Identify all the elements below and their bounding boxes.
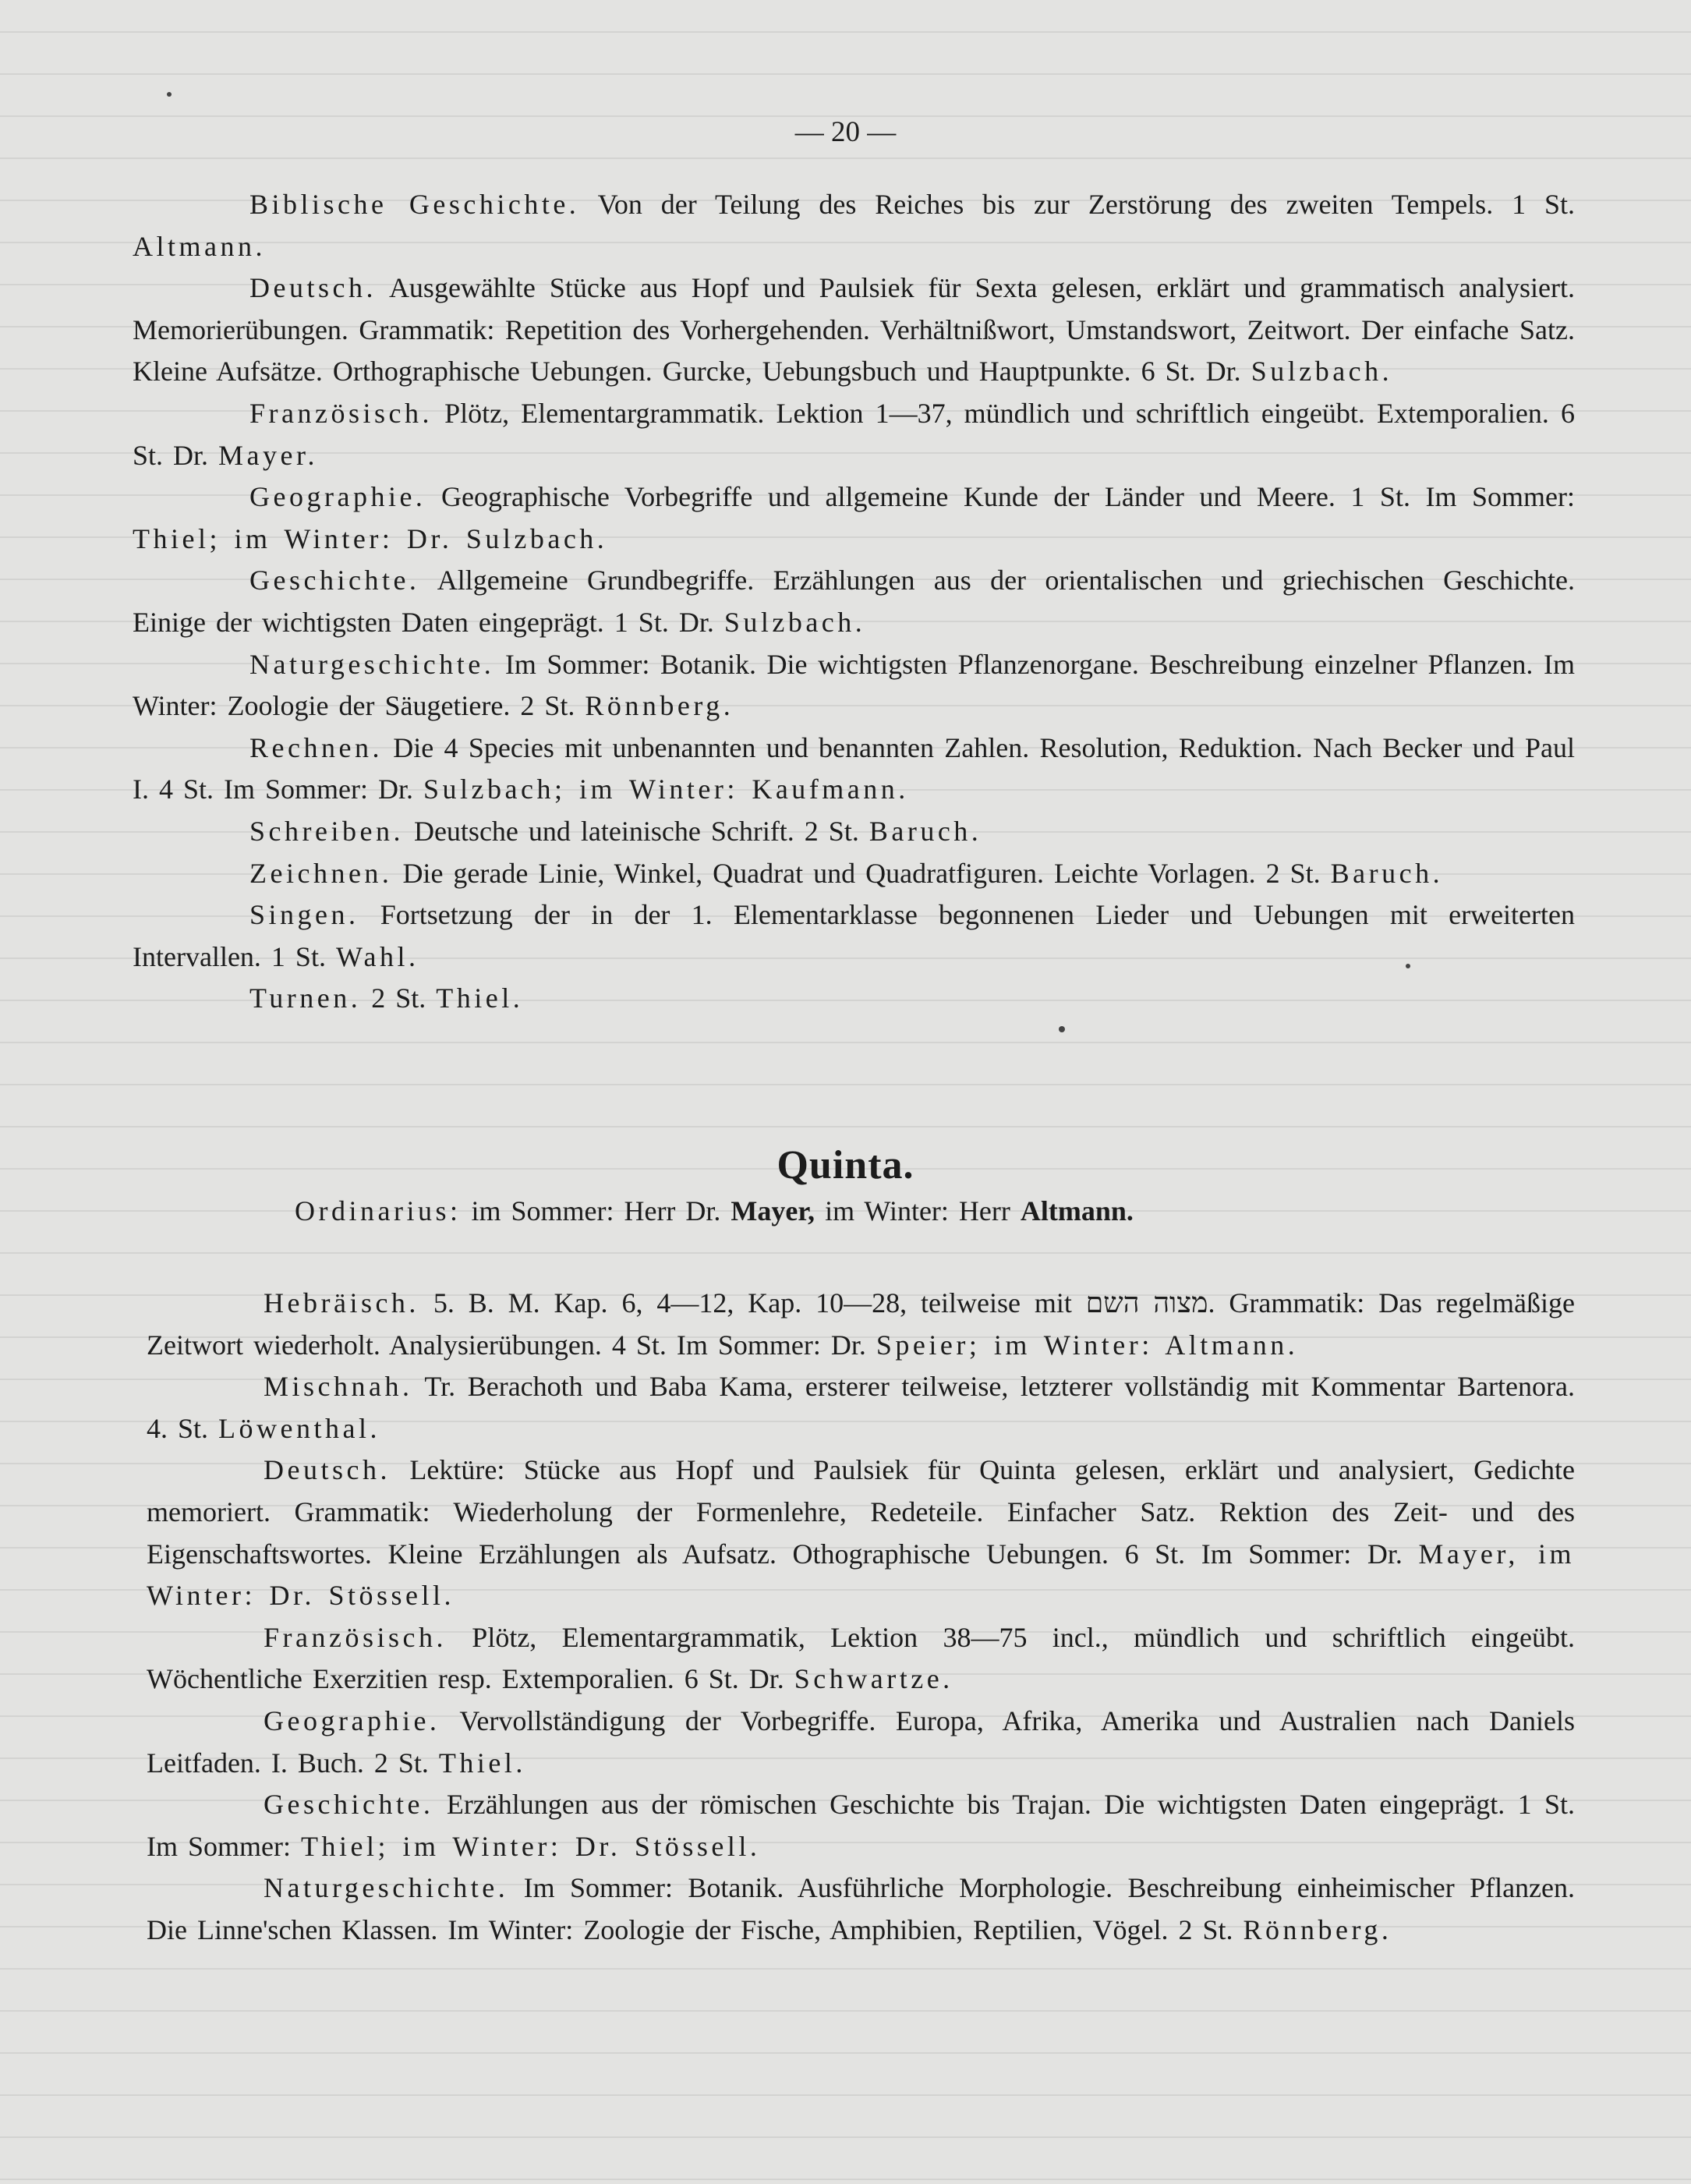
subject-heading: Schreiben. (249, 815, 404, 847)
teacher-name: Mayer. (218, 439, 318, 471)
paragraph-text: Geographische Vorbegriffe und allgemeine Kunde der Länder und Meere. 1 St. Im Sommer: (440, 481, 1576, 513)
paragraph-text: Tr. Berachoth und Baba Kama, ersterer teilweise, letzterer vollständig mit Kommentar Bartenora. 4. St. (147, 1371, 1575, 1444)
teacher-name: Wahl. (335, 940, 419, 972)
subject-heading: Deutsch. (249, 272, 377, 304)
ordinarius-mid: im Winter: Herr (815, 1195, 1021, 1227)
paragraph (147, 1366, 1575, 1450)
teacher-name: Baruch. (868, 815, 982, 847)
paragraph (133, 727, 1575, 811)
subject-heading: Zeichnen. (249, 857, 393, 889)
subject-heading: Biblische Geschichte. (249, 189, 580, 220)
subject-heading: Turnen. (249, 982, 362, 1014)
subject-heading: Geschichte. (264, 1789, 434, 1821)
teacher-name: Sulzbach. (1251, 356, 1393, 388)
teacher-name: Rönnberg. (1243, 1913, 1392, 1945)
teacher-name: Baruch. (1330, 857, 1444, 889)
paragraph-text: Ausgewählte Stücke aus Hopf und Paulsiek für Sexta gelesen, erklärt und grammatisch analysiert. Memorierübungen. Grammatik: Repetition des Vorhergehenden. Verhältnißwort, Umstandswort, Zeitwort. Der einfache Satz. Kleine Aufsätze. Orthographische Uebungen. Gurcke, Uebungsbuch und Hauptpunkte. 6 St. Dr. (133, 272, 1575, 388)
subject-heading: Hebräisch. (264, 1287, 419, 1319)
paragraph-text: Von der Teilung des Reiches bis zur Zerstörung des zweiten Tempels. 1 St. (597, 189, 1575, 220)
paragraph-text: Im Sommer: Botanik. Die wichtigsten Pflanzenorgane. Beschreibung einzelner Pflanzen. Im Winter: Zoologie der Säugetiere. 2 St. (133, 648, 1575, 722)
paragraph (133, 267, 1575, 393)
teacher-name: Schwartze. (794, 1663, 953, 1695)
subject-heading: Geschichte. (249, 565, 420, 596)
paragraph (133, 644, 1575, 727)
paragraph (133, 560, 1575, 643)
teacher-name: Sulzbach; im Winter: Kaufmann. (423, 773, 909, 805)
teacher-name: Rönnberg. (585, 690, 734, 722)
teacher-name: Altmann. (133, 230, 266, 262)
subject-heading: Französisch. (249, 397, 433, 429)
subject-heading: Mischnah. (264, 1371, 413, 1403)
subject-heading: Naturgeschichte. (264, 1872, 509, 1904)
subject-heading: Deutsch. (264, 1454, 391, 1486)
scan-speck (167, 92, 172, 97)
teacher-name: Thiel. (438, 1747, 526, 1779)
paragraph (133, 894, 1575, 978)
scan-speck (1406, 964, 1410, 968)
paragraph-text: Die gerade Linie, Winkel, Quadrat und Quadratfiguren. Leichte Vorlagen. 2 St. (402, 857, 1331, 889)
paragraph-text: Plötz, Elementargrammatik, Lektion 38—75 incl., mündlich und schriftlich eingeübt. Wöchentliche Exerzitien resp. Extemporalien. 6 St. Dr. (147, 1621, 1575, 1695)
paragraph (133, 476, 1575, 560)
quinta-curriculum (147, 1283, 1575, 1952)
paragraph-text: Im Sommer: Botanik. Ausführliche Morphologie. Beschreibung einheimischer Pflanzen. Die Linne'schen Klassen. Im Winter: Zoologie der Fische, Amphibien, Reptilien, Vögel. 2 St. (147, 1872, 1576, 1945)
paragraph-text: Lektüre: Stücke aus Hopf und Paulsiek für Quinta gelesen, erklärt und analysiert, Gedichte memoriert. Grammatik: Wiederholung der Formenlehre, Redeteile. Einfacher Satz. Rektion des Zeit- und des Eigenschaftswortes. Kleine Erzählungen als Aufsatz. Othographische Uebungen. 6 St. Im Sommer: Dr. (147, 1454, 1576, 1570)
ordinarius-label: Ordinarius: (295, 1195, 462, 1227)
subject-heading: Rechnen. (249, 731, 383, 763)
paragraph-text: Allgemeine Grundbegriffe. Erzählungen aus der orientalischen und griechischen Geschichte. Einige der wichtigsten Daten eingeprägt. 1 St. Dr. (133, 565, 1576, 638)
scan-speck (1059, 1026, 1065, 1032)
teacher-name: Mayer, im Winter: Dr. Stössell. (147, 1538, 1575, 1612)
paragraph (133, 853, 1575, 895)
paragraph (147, 1701, 1575, 1784)
subject-heading: Geographie. (264, 1704, 440, 1736)
paragraph (133, 184, 1575, 267)
ordinarius-text: im Sommer: Herr Dr. (461, 1195, 731, 1227)
teacher-name: Thiel; im Winter: Dr. Stössell. (300, 1830, 761, 1862)
paragraph-text: Vervollständigung der Vorbegriffe. Europa, Afrika, Amerika und Australien nach Daniels Leitfaden. I. Buch. 2 St. (147, 1704, 1575, 1779)
ordinarius-summer: Mayer, (731, 1195, 815, 1227)
paragraph-text: Plötz, Elementargrammatik. Lektion 1—37, mündlich und schriftlich eingeübt. Extemporalien. 6 St. Dr. (133, 397, 1575, 471)
teacher-name: Speier; im Winter: Altmann. (876, 1329, 1299, 1361)
subject-heading: Singen. (249, 899, 359, 931)
paragraph (147, 1283, 1575, 1366)
paragraph (133, 811, 1575, 853)
ordinarius-line (295, 1195, 1620, 1227)
section-title-quinta: Quinta. (777, 1143, 914, 1188)
subject-heading: Geographie. (249, 481, 426, 513)
paragraph-text: Fortsetzung der in der 1. Elementarklasse begonnenen Lieder und Uebungen mit erweiterten Intervallen. 1 St. (133, 899, 1576, 972)
sexta-curriculum (133, 184, 1575, 1020)
paragraph-text: 2 St. (371, 982, 437, 1014)
page-number: — 20 — (794, 116, 897, 148)
paragraph-text: Erzählungen aus der römischen Geschichte bis Trajan. Die wichtigsten Daten eingeprägt. 1 St. Im Sommer: (147, 1789, 1576, 1862)
teacher-name: Löwenthal. (218, 1412, 380, 1444)
paragraph (147, 1617, 1575, 1701)
paragraph (147, 1784, 1575, 1867)
teacher-name: Thiel; im Winter: Dr. Sulzbach. (133, 522, 608, 554)
subject-heading: Naturgeschichte. (249, 648, 495, 680)
paragraph (133, 978, 1575, 1020)
teacher-name: Thiel. (436, 982, 524, 1014)
subject-heading: Französisch. (264, 1621, 447, 1653)
teacher-name: Sulzbach. (723, 606, 866, 638)
paragraph (133, 393, 1575, 476)
paragraph-text: 5. B. M. Kap. 6, 4—12, Kap. 10—28, teilweise mit מצוה השם. Grammatik: Das regelmäßige Zeitwort wiederholt. Analysierübungen. 4 St. Im Sommer: Dr. (147, 1287, 1575, 1361)
paragraph-text: Die 4 Species mit unbenannten und benannten Zahlen. Resolution, Reduktion. Nach Becker und Paul I. 4 St. Im Sommer: Dr. (133, 731, 1575, 805)
paragraph (147, 1450, 1575, 1616)
paragraph-text: Deutsche und lateinische Schrift. 2 St. (413, 815, 869, 847)
ordinarius-winter: Altmann. (1020, 1195, 1134, 1227)
paragraph (147, 1867, 1575, 1951)
